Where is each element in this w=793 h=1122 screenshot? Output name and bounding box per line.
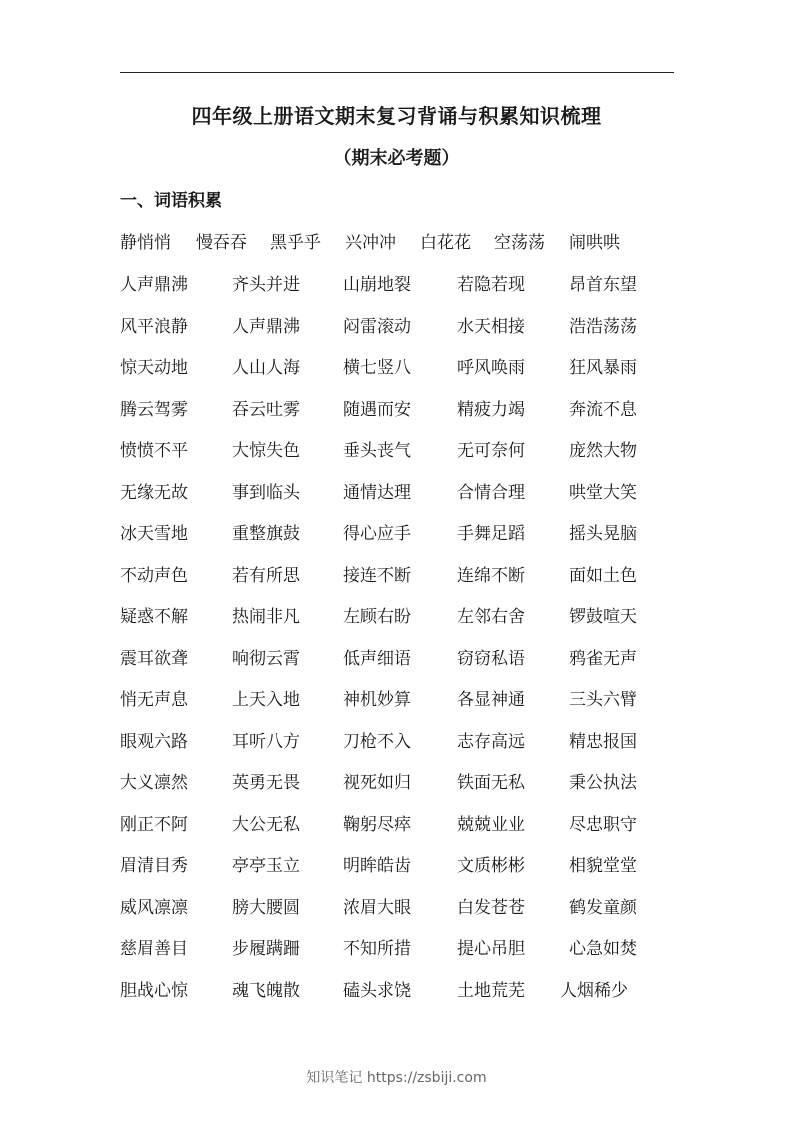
word-item: 静悄悄	[120, 233, 171, 253]
word-item: 无缘无故	[120, 483, 188, 503]
word-item: 腾云驾雾	[120, 400, 188, 420]
word-item: 垂头丧气	[343, 441, 411, 461]
word-item: 白发苍苍	[457, 898, 525, 918]
word-item: 窃窃私语	[457, 649, 525, 669]
word-item: 尽忠职守	[569, 815, 637, 835]
word-item: 三头六臂	[569, 690, 637, 710]
word-item: 白花花	[420, 233, 471, 253]
word-item: 左顾右盼	[343, 607, 411, 627]
word-item: 若有所思	[232, 566, 300, 586]
word-item: 相貌堂堂	[569, 856, 637, 876]
word-item: 不动声色	[120, 566, 188, 586]
word-item: 锣鼓喧天	[569, 607, 637, 627]
word-item: 齐头并进	[232, 275, 300, 295]
word-item: 面如土色	[569, 566, 637, 586]
word-item: 接连不断	[343, 566, 411, 586]
word-item: 若隐若现	[457, 275, 525, 295]
word-item: 各显神通	[457, 690, 525, 710]
word-item: 慢吞吞	[196, 233, 247, 253]
word-item: 膀大腰圆	[232, 898, 300, 918]
word-item: 胆战心惊	[120, 981, 188, 1001]
word-item: 吞云吐雾	[232, 400, 300, 420]
word-item: 提心吊胆	[457, 939, 525, 959]
word-item: 秉公执法	[569, 773, 637, 793]
word-item: 随遇而安	[343, 400, 411, 420]
word-item: 合情合理	[457, 483, 525, 503]
word-item: 悄无声息	[120, 690, 188, 710]
word-item: 刀枪不入	[343, 732, 411, 752]
word-item: 兢兢业业	[457, 815, 525, 835]
word-item: 亭亭玉立	[232, 856, 300, 876]
word-item: 震耳欲聋	[120, 649, 188, 669]
word-item: 心急如焚	[569, 939, 637, 959]
word-item: 大惊失色	[232, 441, 300, 461]
word-item: 呼风唤雨	[457, 358, 525, 378]
word-item: 土地荒芜	[457, 981, 525, 1001]
word-item: 横七竖八	[343, 358, 411, 378]
word-item: 文质彬彬	[457, 856, 525, 876]
word-item: 威风凛凛	[120, 898, 188, 918]
word-item: 眉清目秀	[120, 856, 188, 876]
word-item: 眼观六路	[120, 732, 188, 752]
word-item: 连绵不断	[457, 566, 525, 586]
section-heading: 一、词语积累	[120, 191, 222, 211]
word-item: 风平浪静	[120, 317, 188, 337]
word-item: 重整旗鼓	[232, 524, 300, 544]
word-item: 山崩地裂	[343, 275, 411, 295]
document-subtitle: （期末必考题）	[333, 148, 460, 169]
word-item: 步履蹒跚	[232, 939, 300, 959]
word-item: 鞠躬尽瘁	[343, 815, 411, 835]
word-item: 刚正不阿	[120, 815, 188, 835]
word-item: 黑乎乎	[270, 233, 321, 253]
word-item: 魂飞魄散	[232, 981, 300, 1001]
word-item: 耳听八方	[232, 732, 300, 752]
word-item: 通情达理	[343, 483, 411, 503]
footer-watermark: 知识笔记 https://zsbiji.com	[306, 1070, 487, 1086]
word-item: 大义凛然	[120, 773, 188, 793]
word-item: 手舞足蹈	[457, 524, 525, 544]
word-item: 兴冲冲	[345, 233, 396, 253]
word-item: 人声鼎沸	[120, 275, 188, 295]
word-item: 鹤发童颜	[569, 898, 637, 918]
header-rule	[120, 72, 674, 73]
document-title: 四年级上册语文期末复习背诵与积累知识梳理	[191, 104, 602, 128]
word-item: 狂风暴雨	[569, 358, 637, 378]
word-item: 浩浩荡荡	[569, 317, 637, 337]
word-item: 低声细语	[343, 649, 411, 669]
word-item: 慈眉善目	[120, 939, 188, 959]
word-item: 惊天动地	[120, 358, 188, 378]
word-item: 铁面无私	[457, 773, 525, 793]
word-item: 热闹非凡	[232, 607, 300, 627]
word-item: 不知所措	[343, 939, 411, 959]
word-item: 左邻右舍	[457, 607, 525, 627]
word-item: 水天相接	[457, 317, 525, 337]
word-item: 视死如归	[343, 773, 411, 793]
word-item: 无可奈何	[457, 441, 525, 461]
word-item: 上天入地	[232, 690, 300, 710]
word-item: 响彻云霄	[232, 649, 300, 669]
word-item: 精疲力竭	[457, 400, 525, 420]
word-item: 得心应手	[343, 524, 411, 544]
word-item: 闹哄哄	[569, 233, 620, 253]
word-item: 人声鼎沸	[232, 317, 300, 337]
word-item: 人烟稀少	[560, 981, 628, 1001]
word-item: 哄堂大笑	[569, 483, 637, 503]
word-item: 神机妙算	[343, 690, 411, 710]
word-item: 大公无私	[232, 815, 300, 835]
word-item: 志存高远	[457, 732, 525, 752]
word-item: 奔流不息	[569, 400, 637, 420]
word-item: 事到临头	[232, 483, 300, 503]
word-item: 鸦雀无声	[569, 649, 637, 669]
word-item: 浓眉大眼	[343, 898, 411, 918]
word-item: 磕头求饶	[343, 981, 411, 1001]
word-item: 疑惑不解	[120, 607, 188, 627]
word-item: 英勇无畏	[232, 773, 300, 793]
word-item: 人山人海	[232, 358, 300, 378]
word-item: 闷雷滚动	[343, 317, 411, 337]
word-item: 庞然大物	[569, 441, 637, 461]
word-item: 冰天雪地	[120, 524, 188, 544]
word-item: 愤愤不平	[120, 441, 188, 461]
word-item: 精忠报国	[569, 732, 637, 752]
word-item: 空荡荡	[494, 233, 545, 253]
word-item: 昂首东望	[569, 275, 637, 295]
word-item: 明眸皓齿	[343, 856, 411, 876]
word-item: 摇头晃脑	[569, 524, 637, 544]
